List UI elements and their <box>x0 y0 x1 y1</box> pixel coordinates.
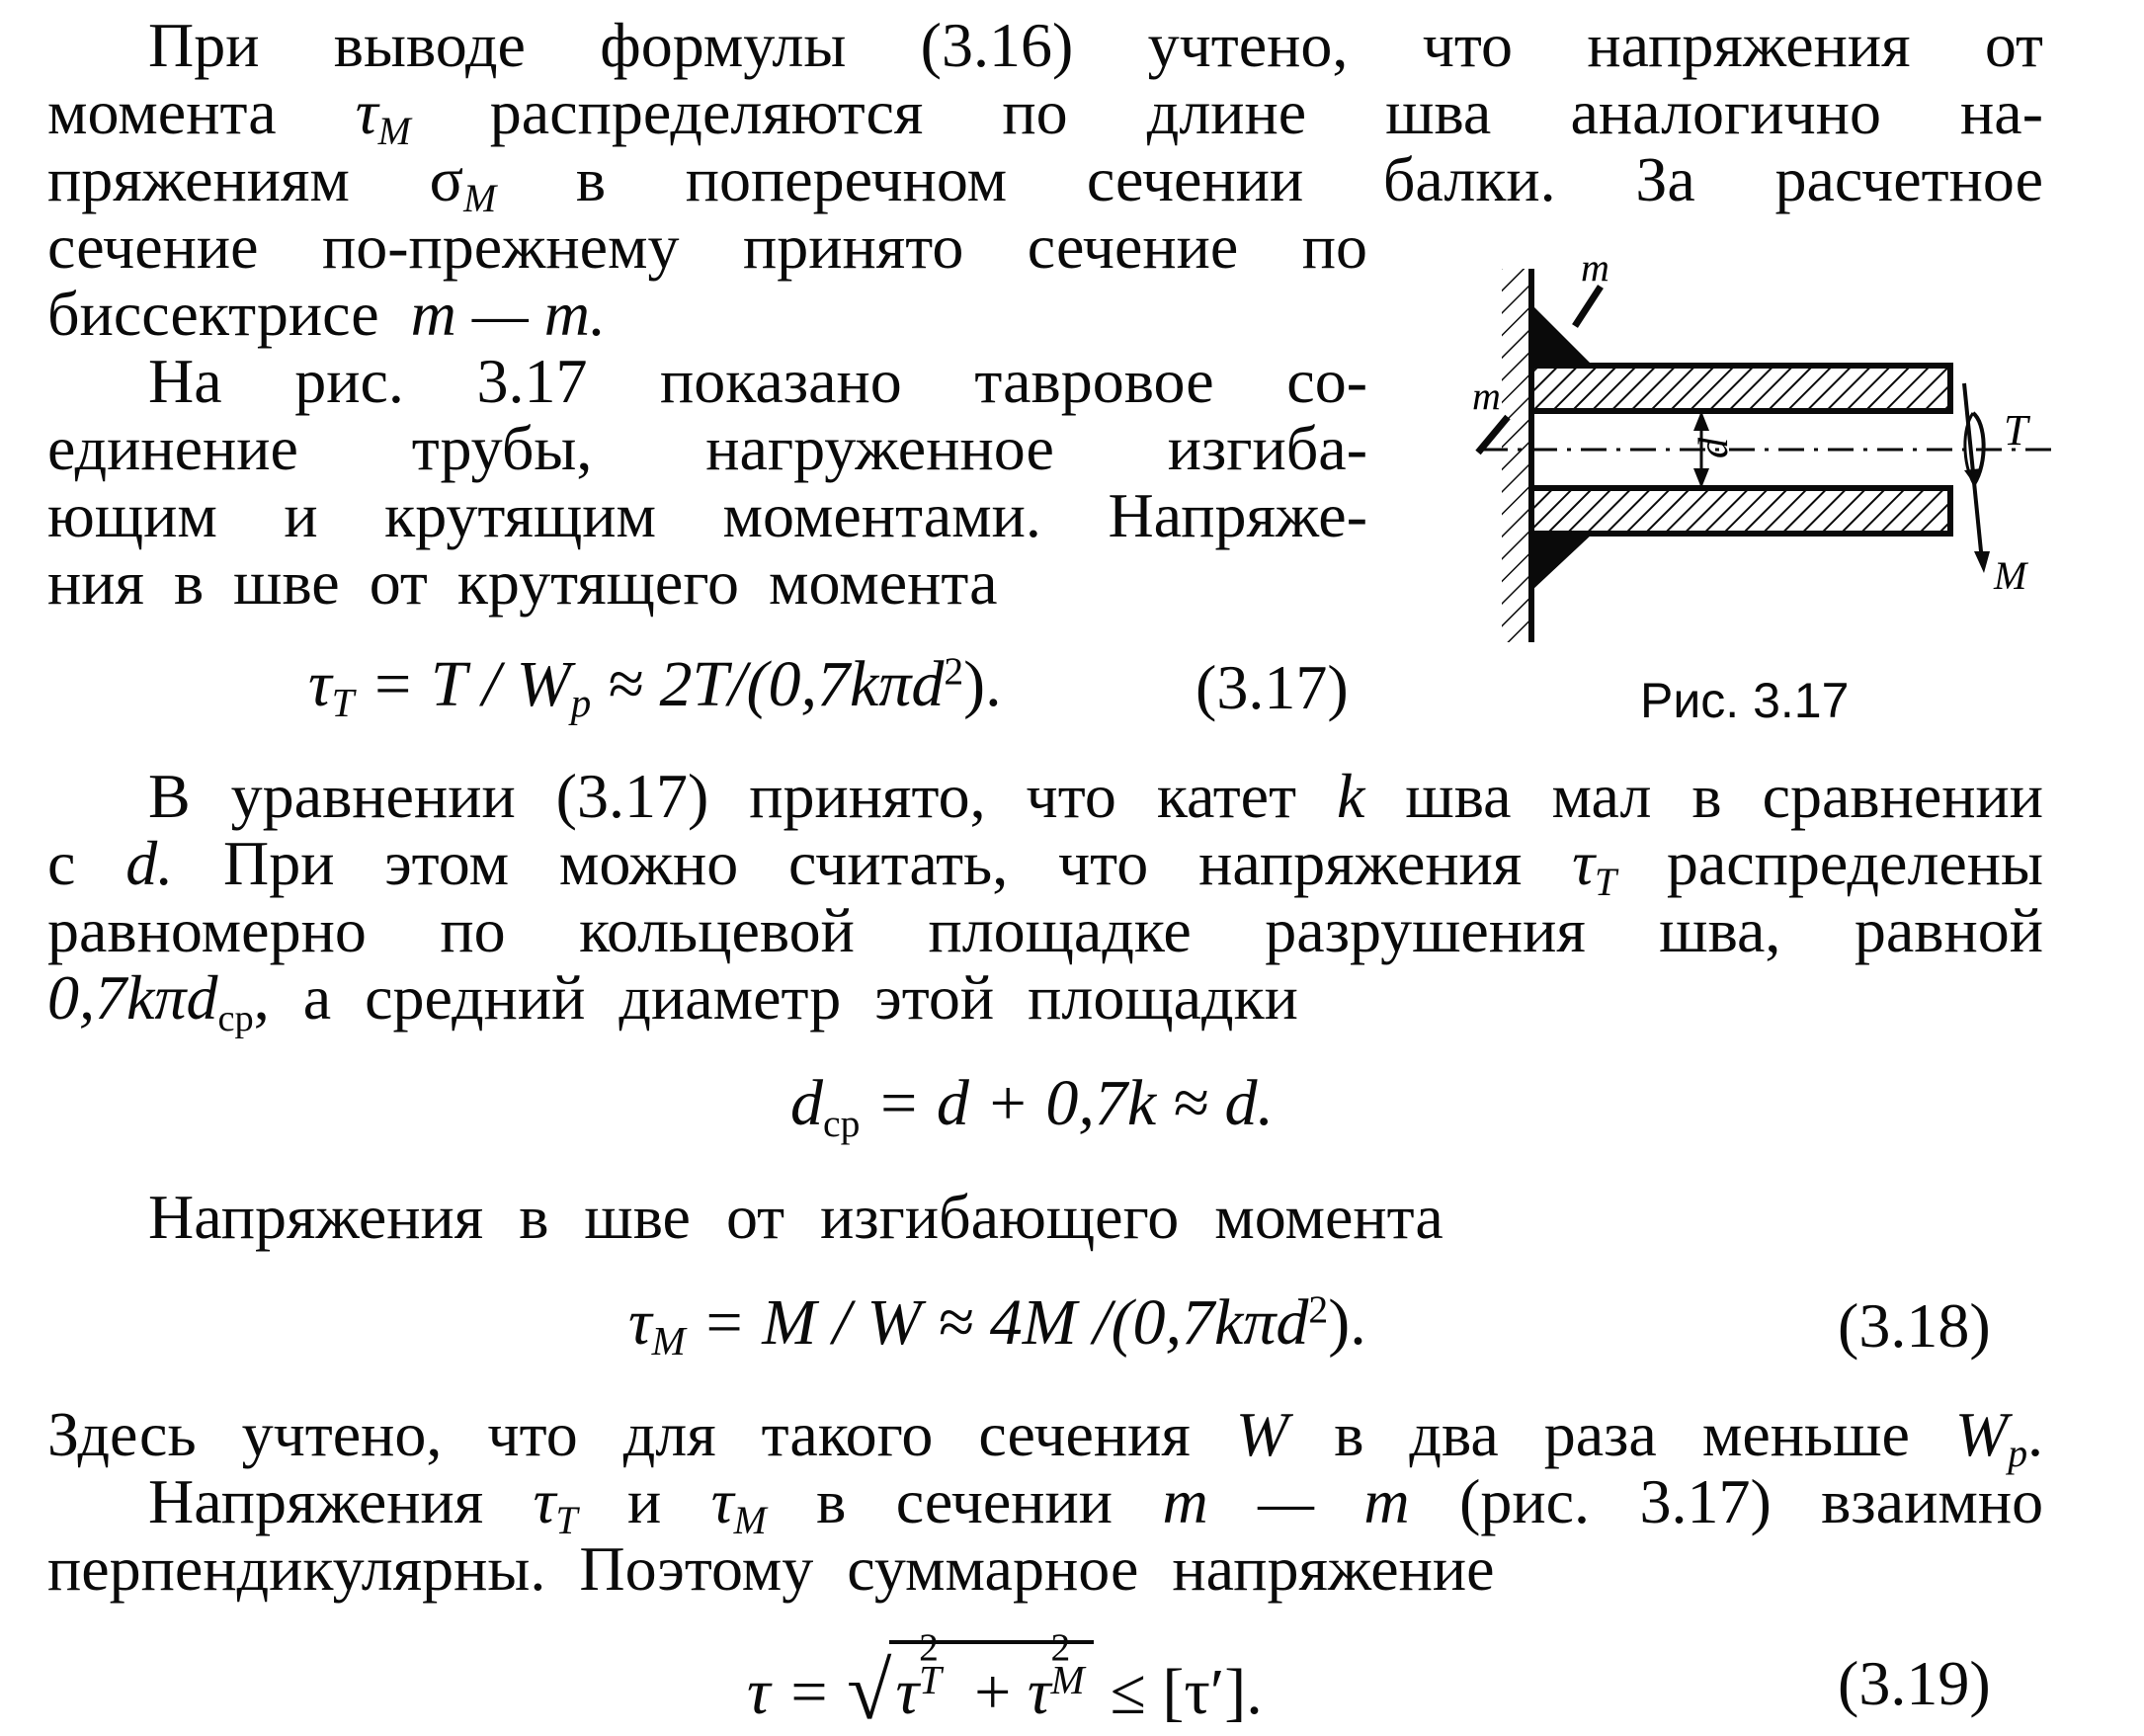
wall-hatching <box>1502 269 1531 642</box>
text-line: При выводе формулы (3.16) учтено, что напряжения от <box>148 10 2043 80</box>
label-M: M <box>1994 553 2027 598</box>
equation-mean-diameter: dср = d + 0,7k ≈ d. <box>790 1067 1274 1145</box>
equation-3-19: τ = √τ 2 T + τ 2 M ≤ [τ′]. <box>747 1625 1263 1736</box>
text-line: На рис. 3.17 показано тавровое со- <box>148 346 1367 416</box>
text-line: В уравнении (3.17) принято, что катет k шва мал в сравнении <box>148 761 2044 831</box>
label-m-left: m <box>1472 373 1501 418</box>
pipe-wall-top <box>1531 366 1950 411</box>
equation-number: (3.18) <box>1838 1290 1991 1361</box>
text-line: Напряжения τT и τM в сечении m — m (рис. 3.17) взаимно <box>148 1466 2044 1543</box>
figure-3-17 <box>1472 245 2055 655</box>
section-mark-top <box>1575 287 1601 326</box>
label-T: T <box>2004 406 2028 455</box>
text-line: Здесь учтено, что для такого сечения W в два раза меньше Wp. <box>47 1399 2044 1476</box>
text-line: перпендикулярны. Поэтому суммарное напряжение <box>47 1533 1495 1604</box>
equation-3-18: τM = M / W ≈ 4M /(0,7kπd$^2$). <box>628 1286 1366 1364</box>
text-line: момента τM распределяются по длине шва аналогично на- <box>47 77 2044 154</box>
text-line: биссектрисе m — m. <box>47 279 606 349</box>
text-line: ния в шве от крутящего момента <box>47 547 998 618</box>
text-line: сечение по-прежнему принято сечение по <box>47 211 1367 282</box>
pipe-tee-joint-diagram <box>1472 245 2055 650</box>
text-line: Напряжения в шве от изгибающего момента <box>148 1182 1443 1252</box>
text-line: с d. При этом можно считать, что напряжения τT распределены <box>47 828 2044 905</box>
weld-bottom <box>1531 534 1593 591</box>
label-m-top: m <box>1581 245 1609 289</box>
text-line: ющим и крутящим моментами. Напряже- <box>47 480 1367 550</box>
equation-number: (3.17) <box>1196 652 1349 722</box>
text-line: равномерно по кольцевой площадке разрушения шва, равной <box>47 895 2043 965</box>
pipe-wall-bottom <box>1531 488 1950 534</box>
figure-caption: Рис. 3.17 <box>1640 673 1850 728</box>
equation-number: (3.19) <box>1838 1648 1991 1718</box>
text-line: пряжениям σM в поперечном сечении балки. За расчетное <box>47 144 2044 221</box>
text-line: единение трубы, нагруженное изгиба- <box>47 413 1367 483</box>
label-d: d <box>1691 438 1737 458</box>
text-line: 0,7kπdср, а средний диаметр этой площадки <box>47 962 1298 1039</box>
equation-3-17: τT = T / Wp ≈ 2T/(0,7kπd$^2$). <box>308 648 1002 726</box>
